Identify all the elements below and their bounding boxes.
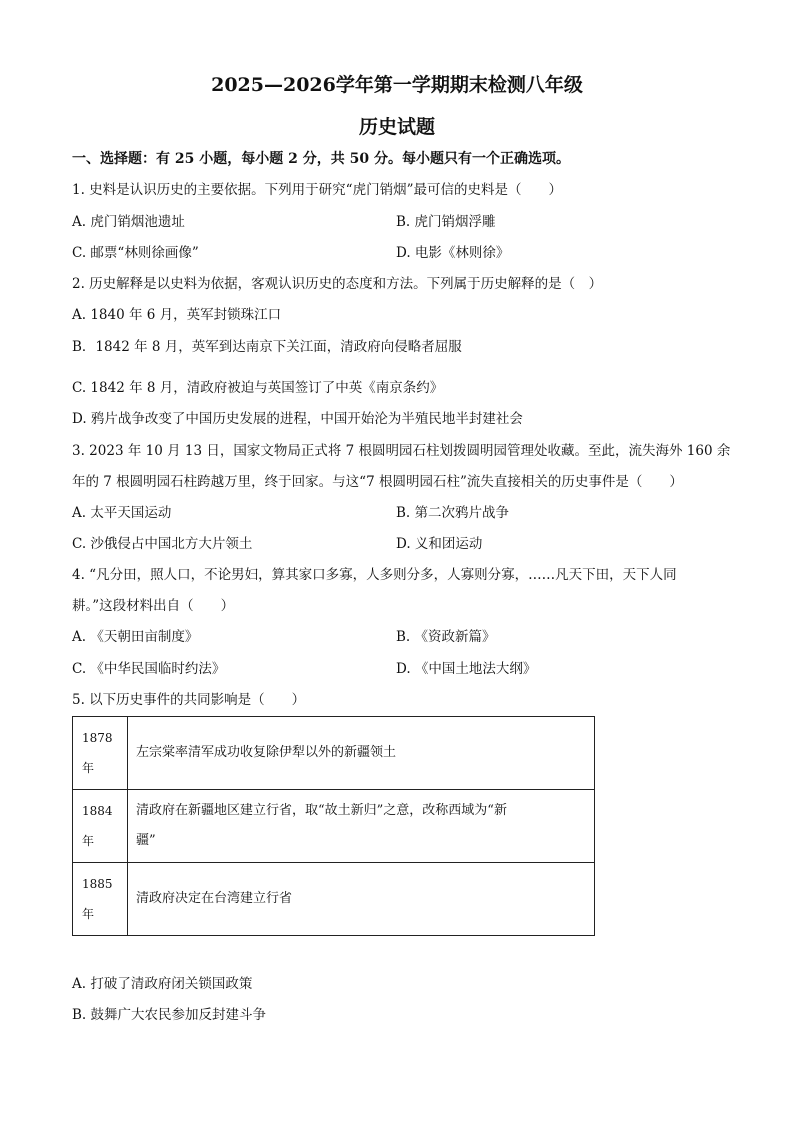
event-text: 左宗棠率清军成功收复除伊犁以外的新疆领土 bbox=[136, 745, 397, 760]
event-text: 清政府决定在台湾建立行省 bbox=[136, 891, 293, 906]
q1-option-b: B. 虎门销烟浮雕 bbox=[396, 214, 496, 230]
q5-option-a: A. 打破了清政府闭关锁国政策 bbox=[72, 976, 253, 992]
table-row bbox=[73, 790, 595, 863]
year-unit: 年 bbox=[82, 761, 95, 775]
q5-option-b: B. 鼓舞广大农民参加反封建斗争 bbox=[72, 1007, 267, 1023]
q4-stem-line1: 4. “凡分田，照人口，不论男妇，算其家口多寡，人多则分多，人寡则分寡，……凡天下田，天下人同 bbox=[72, 567, 677, 583]
table-event-cell bbox=[128, 790, 595, 863]
q4-stem-line2: 耕。”这段材料出自（ ） bbox=[72, 598, 235, 614]
q3-stem-line2: 年的 7 根圆明园石柱跨越万里，终于回家。与这“7 根圆明园石柱”流失直接相关的历史事件是（ ） bbox=[72, 474, 683, 490]
exam-title: 2025—2026学年第一学期期末检测八年级 bbox=[211, 74, 583, 96]
q2-option-d: D. 鸦片战争改变了中国历史发展的进程，中国开始沦为半殖民地半封建社会 bbox=[72, 411, 523, 427]
year-number: 1885 bbox=[82, 877, 113, 891]
event-text-line2: 疆” bbox=[136, 833, 156, 848]
q3-stem-line1: 3. 2023 年 10 月 13 日，国家文物局正式将 7 根圆明园石柱划拨圆明园管理处收藏。至此，流失海外 160 余 bbox=[72, 443, 731, 459]
year-unit: 年 bbox=[82, 834, 95, 848]
q1-option-d: D. 电影《林则徐》 bbox=[396, 245, 510, 261]
q2-option-c: C. 1842 年 8 月，清政府被迫与英国签订了中英《南京条约》 bbox=[72, 380, 444, 396]
table-row bbox=[73, 863, 595, 936]
q5-stem: 5. 以下历史事件的共同影响是（ ） bbox=[72, 692, 306, 708]
section-heading: 一、选择题：有 25 小题，每小题 2 分，共 50 分。每小题只有一个正确选项。 bbox=[72, 151, 570, 167]
year-number: 1884 bbox=[82, 804, 113, 818]
table-year-cell bbox=[73, 790, 128, 863]
q5-events-table bbox=[72, 716, 595, 936]
exam-subject: 历史试题 bbox=[358, 116, 435, 138]
year-unit: 年 bbox=[82, 907, 95, 921]
q3-option-b: B. 第二次鸦片战争 bbox=[396, 505, 510, 521]
q3-option-d: D. 义和团运动 bbox=[396, 536, 483, 552]
q1-option-c: C. 邮票“林则徐画像” bbox=[72, 245, 199, 261]
table-row bbox=[73, 717, 595, 790]
q4-option-c: C. 《中华民国临时约法》 bbox=[72, 661, 226, 677]
year-number: 1878 bbox=[82, 731, 113, 745]
table-year-cell bbox=[73, 863, 128, 936]
q1-stem: 1. 史料是认识历史的主要依据。下列用于研究“虎门销烟”最可信的史料是（ ） bbox=[72, 182, 562, 198]
q4-option-d: D. 《中国土地法大纲》 bbox=[396, 661, 537, 677]
table-event-cell bbox=[128, 863, 595, 936]
table-event-cell bbox=[128, 717, 595, 790]
q4-option-a: A. 《天朝田亩制度》 bbox=[72, 629, 199, 645]
event-text-line1: 清政府在新疆地区建立行省，取“故土新归”之意，改称西域为“新 bbox=[136, 803, 507, 818]
table-year-cell bbox=[73, 717, 128, 790]
q2-option-b: B．1842 年 8 月，英军到达南京下关江面，清政府向侵略者屈服 bbox=[72, 339, 462, 355]
q4-option-b: B. 《资政新篇》 bbox=[396, 629, 496, 645]
q3-option-a: A. 太平天国运动 bbox=[72, 505, 172, 521]
q1-option-a: A. 虎门销烟池遗址 bbox=[72, 214, 185, 230]
q2-option-a: A. 1840 年 6 月，英军封锁珠江口 bbox=[72, 307, 282, 323]
q3-option-c: C. 沙俄侵占中国北方大片领土 bbox=[72, 536, 253, 552]
q2-stem: 2. 历史解释是以史料为依据，客观认识历史的态度和方法。下列属于历史解释的是（ ） bbox=[72, 276, 603, 292]
